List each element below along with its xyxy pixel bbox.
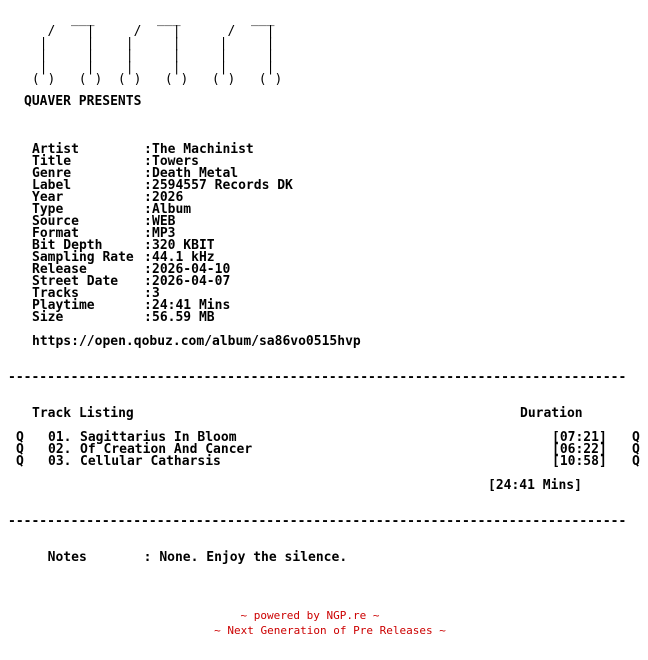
footer-tagline: ~ Next Generation of Pre Releases ~ [214, 624, 446, 637]
info-label: Tracks [32, 286, 79, 301]
notes-row [32, 540, 347, 564]
info-value: Towers [152, 154, 199, 169]
info-separator: : [144, 178, 152, 193]
info-value: 320 KBIT [152, 238, 215, 253]
info-value: 3 [152, 286, 160, 301]
info-separator: : [144, 238, 152, 253]
track-listing-header: Track Listing [32, 406, 134, 421]
release-url: https://open.qobuz.com/album/sa86vo0515hvp [32, 334, 361, 349]
info-separator: : [144, 214, 152, 229]
info-separator: : [144, 310, 152, 325]
info-label: Playtime [32, 298, 95, 313]
info-label: Sampling Rate [32, 250, 134, 265]
info-value: 44.1 kHz [152, 250, 215, 265]
track-number: 02. [48, 442, 72, 457]
info-label: Bit Depth [32, 238, 103, 253]
track-quality-marker: Q [16, 430, 24, 445]
track-title: Sagittarius In Bloom [80, 430, 237, 445]
track-number: 03. [48, 454, 72, 469]
info-value: Death Metal [152, 166, 239, 181]
info-label: Format [32, 226, 79, 241]
quaver-logo-ascii-art: ___ ___ ___ / | / | / | | | | | | | | | | | | | | | | | | | ( ) ( ) ( ) ( ) ( ) ( ) [31, 12, 283, 87]
info-separator: : [144, 274, 152, 289]
divider-rule: ------------------------------------------------------------------------------- [8, 372, 627, 384]
info-label: Source [32, 214, 79, 229]
info-label: Genre [32, 166, 72, 181]
info-value: 24:41 Mins [152, 298, 231, 313]
info-value: MP3 [152, 226, 176, 241]
track-number: 01. [48, 430, 72, 445]
info-separator: : [144, 226, 152, 241]
info-label: Label [32, 178, 72, 193]
info-separator: : [144, 202, 152, 217]
info-separator: : [144, 166, 152, 181]
info-row [32, 312, 293, 324]
track-duration: [07:21] [552, 430, 607, 445]
info-separator: : [144, 286, 152, 301]
total-playtime: [24:41 Mins] [488, 478, 582, 493]
track-quality-marker: Q [16, 442, 24, 457]
info-label: Year [32, 190, 64, 205]
footer-powered-by: ~ powered by NGP.re ~ [240, 609, 380, 622]
info-value: 2026-04-10 [152, 262, 231, 277]
track-quality-marker: Q [632, 442, 640, 457]
track-row [16, 456, 640, 468]
info-separator: : [144, 154, 152, 169]
notes-value: None. Enjoy the silence. [159, 550, 348, 565]
info-separator: : [144, 262, 152, 277]
track-quality-marker: Q [632, 430, 640, 445]
notes-label: Notes [47, 550, 87, 565]
track-quality-marker: Q [16, 454, 24, 469]
info-label: Title [32, 154, 72, 169]
divider-rule: ------------------------------------------------------------------------------- [8, 516, 627, 528]
info-value: 56.59 MB [152, 310, 215, 325]
duration-header: Duration [520, 406, 583, 421]
info-separator: : [144, 250, 152, 265]
info-label: Size [32, 310, 64, 325]
notes-separator: : [143, 550, 152, 565]
track-list [16, 432, 640, 468]
info-value: WEB [152, 214, 176, 229]
info-value: Album [152, 202, 192, 217]
info-value: 2594557 Records DK [152, 178, 293, 193]
presents-heading: QUAVER PRESENTS [24, 94, 142, 109]
track-title: Cellular Catharsis [80, 454, 221, 469]
track-duration: [10:58] [552, 454, 607, 469]
track-duration: [06:22] [552, 442, 607, 457]
info-value: 2026-04-07 [152, 274, 231, 289]
info-label: Release [32, 262, 87, 277]
track-quality-marker: Q [632, 454, 640, 469]
info-label: Type [32, 202, 64, 217]
info-label: Street Date [32, 274, 119, 289]
info-separator: : [144, 190, 152, 205]
info-label: Artist [32, 142, 79, 157]
info-value: The Machinist [152, 142, 254, 157]
info-value: 2026 [152, 190, 184, 205]
release-info-block [32, 144, 293, 324]
info-separator: : [144, 298, 152, 313]
info-separator: : [144, 142, 152, 157]
track-title: Of Creation And Cancer [80, 442, 253, 457]
